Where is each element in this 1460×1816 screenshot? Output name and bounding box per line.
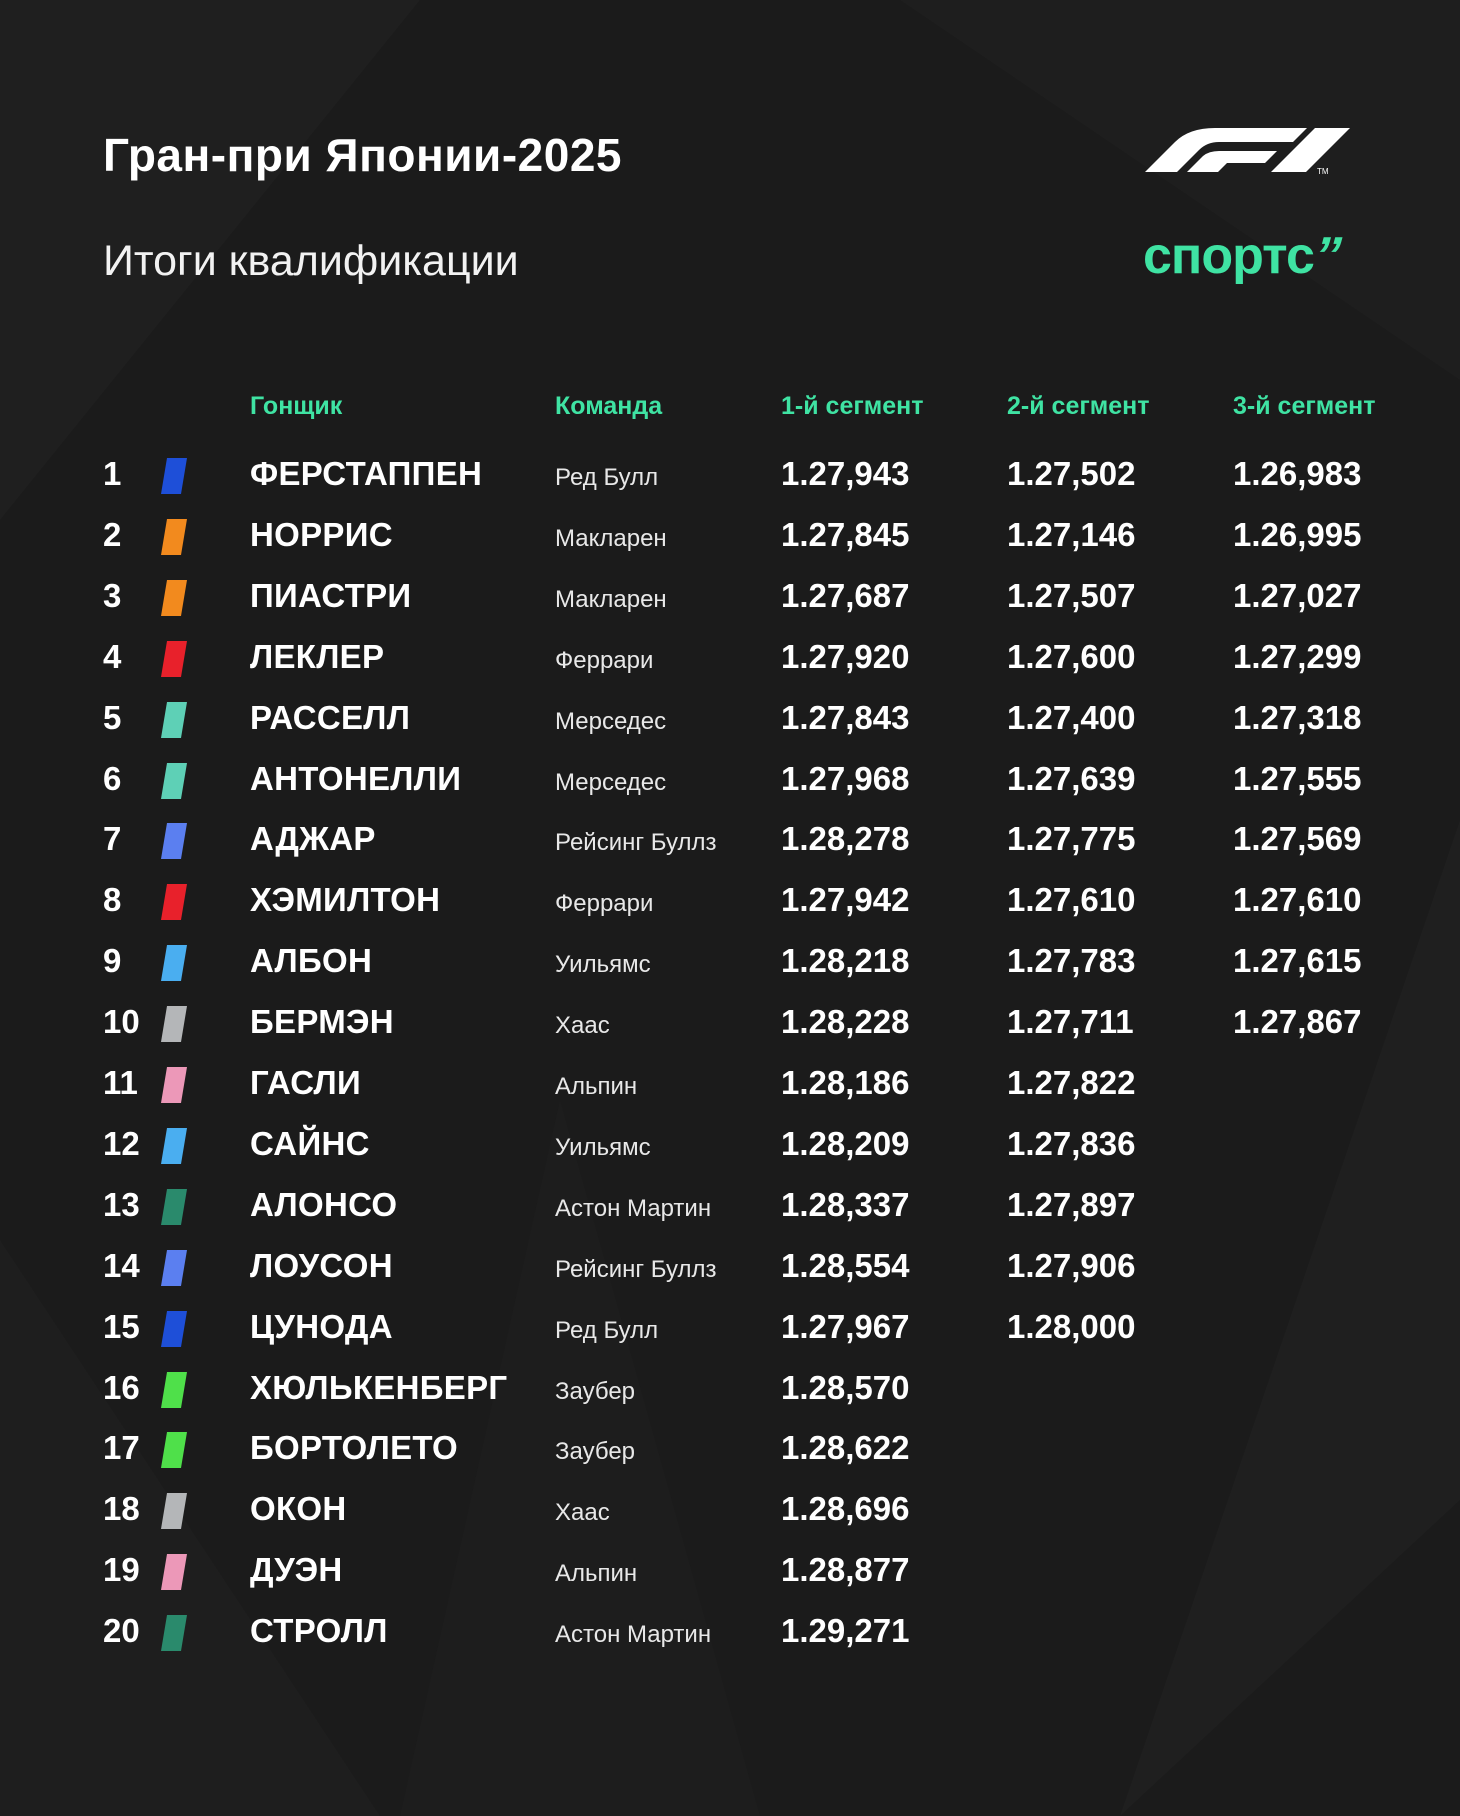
team-color-marker — [161, 580, 187, 616]
q1-time: 1.28,209 — [781, 1125, 910, 1162]
q2-time: 1.27,610 — [1007, 881, 1136, 918]
q1-time: 1.28,877 — [781, 1551, 910, 1588]
table-row — [0, 1420, 1460, 1476]
q2-time: 1.27,906 — [1007, 1247, 1136, 1284]
team-color-marker — [161, 458, 187, 494]
q1-time: 1.28,622 — [781, 1429, 910, 1466]
q2-time: 1.27,507 — [1007, 577, 1136, 614]
driver-name: ХЮЛЬКЕНБЕРГ — [250, 1369, 508, 1406]
q3-time: 1.27,615 — [1233, 942, 1362, 979]
q3-time: 1.27,555 — [1233, 760, 1362, 797]
column-header-driver: Гонщик — [250, 392, 343, 420]
team-color-marker — [161, 945, 187, 981]
q1-time: 1.27,687 — [781, 577, 910, 614]
table-row — [0, 1542, 1460, 1598]
position-number: 2 — [103, 516, 122, 553]
q1-time: 1.28,337 — [781, 1186, 910, 1223]
table-row — [0, 1116, 1460, 1172]
driver-name: АЛБОН — [250, 942, 373, 979]
q1-time: 1.27,968 — [781, 760, 910, 797]
team-name: Альпин — [555, 1560, 638, 1587]
q2-time: 1.27,836 — [1007, 1125, 1136, 1162]
team-color-marker — [161, 763, 187, 799]
sportsru-logo-accent: ’’ — [1307, 227, 1348, 285]
table-row — [0, 933, 1460, 989]
team-color-marker — [161, 1372, 187, 1408]
team-name: Уильямс — [555, 951, 651, 978]
team-name: Астон Мартин — [555, 1621, 712, 1648]
q2-time: 1.27,146 — [1007, 516, 1136, 553]
q1-time: 1.28,228 — [781, 1003, 910, 1040]
team-name: Заубер — [555, 1378, 636, 1405]
position-number: 13 — [103, 1186, 140, 1223]
team-name: Астон Мартин — [555, 1195, 712, 1222]
team-color-marker — [161, 1067, 187, 1103]
table-row — [0, 629, 1460, 685]
column-header-q2: 2-й сегмент — [1007, 392, 1150, 420]
position-number: 15 — [103, 1308, 140, 1345]
q1-time: 1.27,845 — [781, 516, 910, 553]
team-name: Уильямс — [555, 1134, 651, 1161]
team-name: Мерседес — [555, 708, 667, 735]
table-row — [0, 568, 1460, 624]
position-number: 8 — [103, 881, 122, 918]
team-color-marker — [161, 1615, 187, 1651]
column-header-team: Команда — [555, 392, 663, 420]
position-number: 1 — [103, 455, 122, 492]
svg-text:TM: TM — [1317, 167, 1329, 176]
position-number: 20 — [103, 1612, 140, 1649]
driver-name: ФЕРСТАППЕН — [250, 455, 483, 492]
team-name: Ред Булл — [555, 464, 659, 491]
position-number: 18 — [103, 1490, 140, 1527]
q3-time: 1.26,983 — [1233, 455, 1362, 492]
table-row — [0, 1238, 1460, 1294]
table-row — [0, 446, 1460, 502]
driver-name: ДУЭН — [250, 1551, 343, 1588]
position-number: 3 — [103, 577, 122, 614]
position-number: 16 — [103, 1369, 140, 1406]
team-name: Макларен — [555, 586, 667, 613]
driver-name: ХЭМИЛТОН — [250, 881, 441, 918]
team-name: Рейсинг Буллз — [555, 829, 717, 856]
team-name: Мерседес — [555, 769, 667, 796]
table-row — [0, 690, 1460, 746]
position-number: 14 — [103, 1247, 140, 1284]
team-color-marker — [161, 1128, 187, 1164]
position-number: 7 — [103, 820, 122, 857]
table-row — [0, 751, 1460, 807]
table-row — [0, 1177, 1460, 1233]
position-number: 5 — [103, 699, 122, 736]
team-color-marker — [161, 1250, 187, 1286]
q1-time: 1.28,218 — [781, 942, 910, 979]
q1-time: 1.28,278 — [781, 820, 910, 857]
position-number: 4 — [103, 638, 122, 675]
q1-time: 1.29,271 — [781, 1612, 910, 1649]
table-row — [0, 507, 1460, 563]
table-row — [0, 1055, 1460, 1111]
table-row — [0, 1299, 1460, 1355]
team-name: Феррари — [555, 890, 654, 917]
q3-time: 1.27,027 — [1233, 577, 1362, 614]
position-number: 10 — [103, 1003, 140, 1040]
team-color-marker — [161, 702, 187, 738]
table-row — [0, 994, 1460, 1050]
team-color-marker — [161, 1189, 187, 1225]
team-color-marker — [161, 1432, 187, 1468]
q2-time: 1.28,000 — [1007, 1308, 1136, 1345]
q1-time: 1.27,967 — [781, 1308, 910, 1345]
q3-time: 1.27,610 — [1233, 881, 1362, 918]
driver-name: НОРРИС — [250, 516, 393, 553]
team-color-marker — [161, 884, 187, 920]
page-subtitle: Итоги квалификации — [103, 237, 519, 285]
q1-time: 1.28,554 — [781, 1247, 910, 1284]
page-title: Гран-при Японии-2025 — [103, 129, 622, 181]
position-number: 17 — [103, 1429, 140, 1466]
driver-name: БЕРМЭН — [250, 1003, 394, 1040]
q1-time: 1.27,920 — [781, 638, 910, 675]
driver-name: САЙНС — [250, 1125, 370, 1162]
team-color-marker — [161, 1311, 187, 1347]
driver-name: ЛОУСОН — [250, 1247, 393, 1284]
driver-name: БОРТОЛЕТО — [250, 1429, 459, 1466]
team-name: Ред Булл — [555, 1317, 659, 1344]
q3-time: 1.27,569 — [1233, 820, 1362, 857]
q3-time: 1.27,318 — [1233, 699, 1362, 736]
q3-time: 1.27,299 — [1233, 638, 1362, 675]
team-name: Альпин — [555, 1073, 638, 1100]
driver-name: АДЖАР — [250, 820, 376, 857]
q3-time: 1.27,867 — [1233, 1003, 1362, 1040]
q2-time: 1.27,400 — [1007, 699, 1136, 736]
sportsru-logo-text: спортс — [1143, 227, 1314, 285]
q2-time: 1.27,711 — [1007, 1003, 1134, 1040]
team-name: Макларен — [555, 525, 667, 552]
table-row — [0, 1481, 1460, 1537]
team-color-marker — [161, 641, 187, 677]
f1-logo — [1145, 118, 1357, 176]
driver-name: РАССЕЛЛ — [250, 699, 411, 736]
position-number: 11 — [103, 1064, 138, 1101]
q2-time: 1.27,897 — [1007, 1186, 1136, 1223]
driver-name: ГАСЛИ — [250, 1064, 362, 1101]
q1-time: 1.28,696 — [781, 1490, 910, 1527]
team-color-marker — [161, 823, 187, 859]
q1-time: 1.28,570 — [781, 1369, 910, 1406]
q1-time: 1.27,943 — [781, 455, 910, 492]
sportsru-logo — [1143, 226, 1348, 286]
driver-name: ОКОН — [250, 1490, 347, 1527]
team-name: Хаас — [555, 1012, 610, 1039]
q1-time: 1.27,942 — [781, 881, 910, 918]
column-header-q1: 1-й сегмент — [781, 392, 924, 420]
team-name: Феррари — [555, 647, 654, 674]
table-row — [0, 872, 1460, 928]
q2-time: 1.27,822 — [1007, 1064, 1136, 1101]
q2-time: 1.27,502 — [1007, 455, 1136, 492]
team-name: Заубер — [555, 1438, 636, 1465]
driver-name: АЛОНСО — [250, 1186, 398, 1223]
table-row — [0, 1360, 1460, 1416]
q1-time: 1.27,843 — [781, 699, 910, 736]
position-number: 9 — [103, 942, 122, 979]
table-row — [0, 811, 1460, 867]
team-color-marker — [161, 1554, 187, 1590]
driver-name: СТРОЛЛ — [250, 1612, 388, 1649]
team-name: Хаас — [555, 1499, 610, 1526]
team-color-marker — [161, 1006, 187, 1042]
driver-name: ПИАСТРИ — [250, 577, 412, 614]
driver-name: ЛЕКЛЕР — [250, 638, 385, 675]
table-row — [0, 1603, 1460, 1659]
q3-time: 1.26,995 — [1233, 516, 1362, 553]
position-number: 19 — [103, 1551, 140, 1588]
q1-time: 1.28,186 — [781, 1064, 910, 1101]
team-color-marker — [161, 519, 187, 555]
team-color-marker — [161, 1493, 187, 1529]
position-number: 12 — [103, 1125, 140, 1162]
team-name: Рейсинг Буллз — [555, 1256, 717, 1283]
column-header-q3: 3-й сегмент — [1233, 392, 1376, 420]
driver-name: ЦУНОДА — [250, 1308, 393, 1345]
q2-time: 1.27,600 — [1007, 638, 1136, 675]
driver-name: АНТОНЕЛЛИ — [250, 760, 462, 797]
position-number: 6 — [103, 760, 122, 797]
q2-time: 1.27,639 — [1007, 760, 1136, 797]
q2-time: 1.27,775 — [1007, 820, 1136, 857]
q2-time: 1.27,783 — [1007, 942, 1136, 979]
